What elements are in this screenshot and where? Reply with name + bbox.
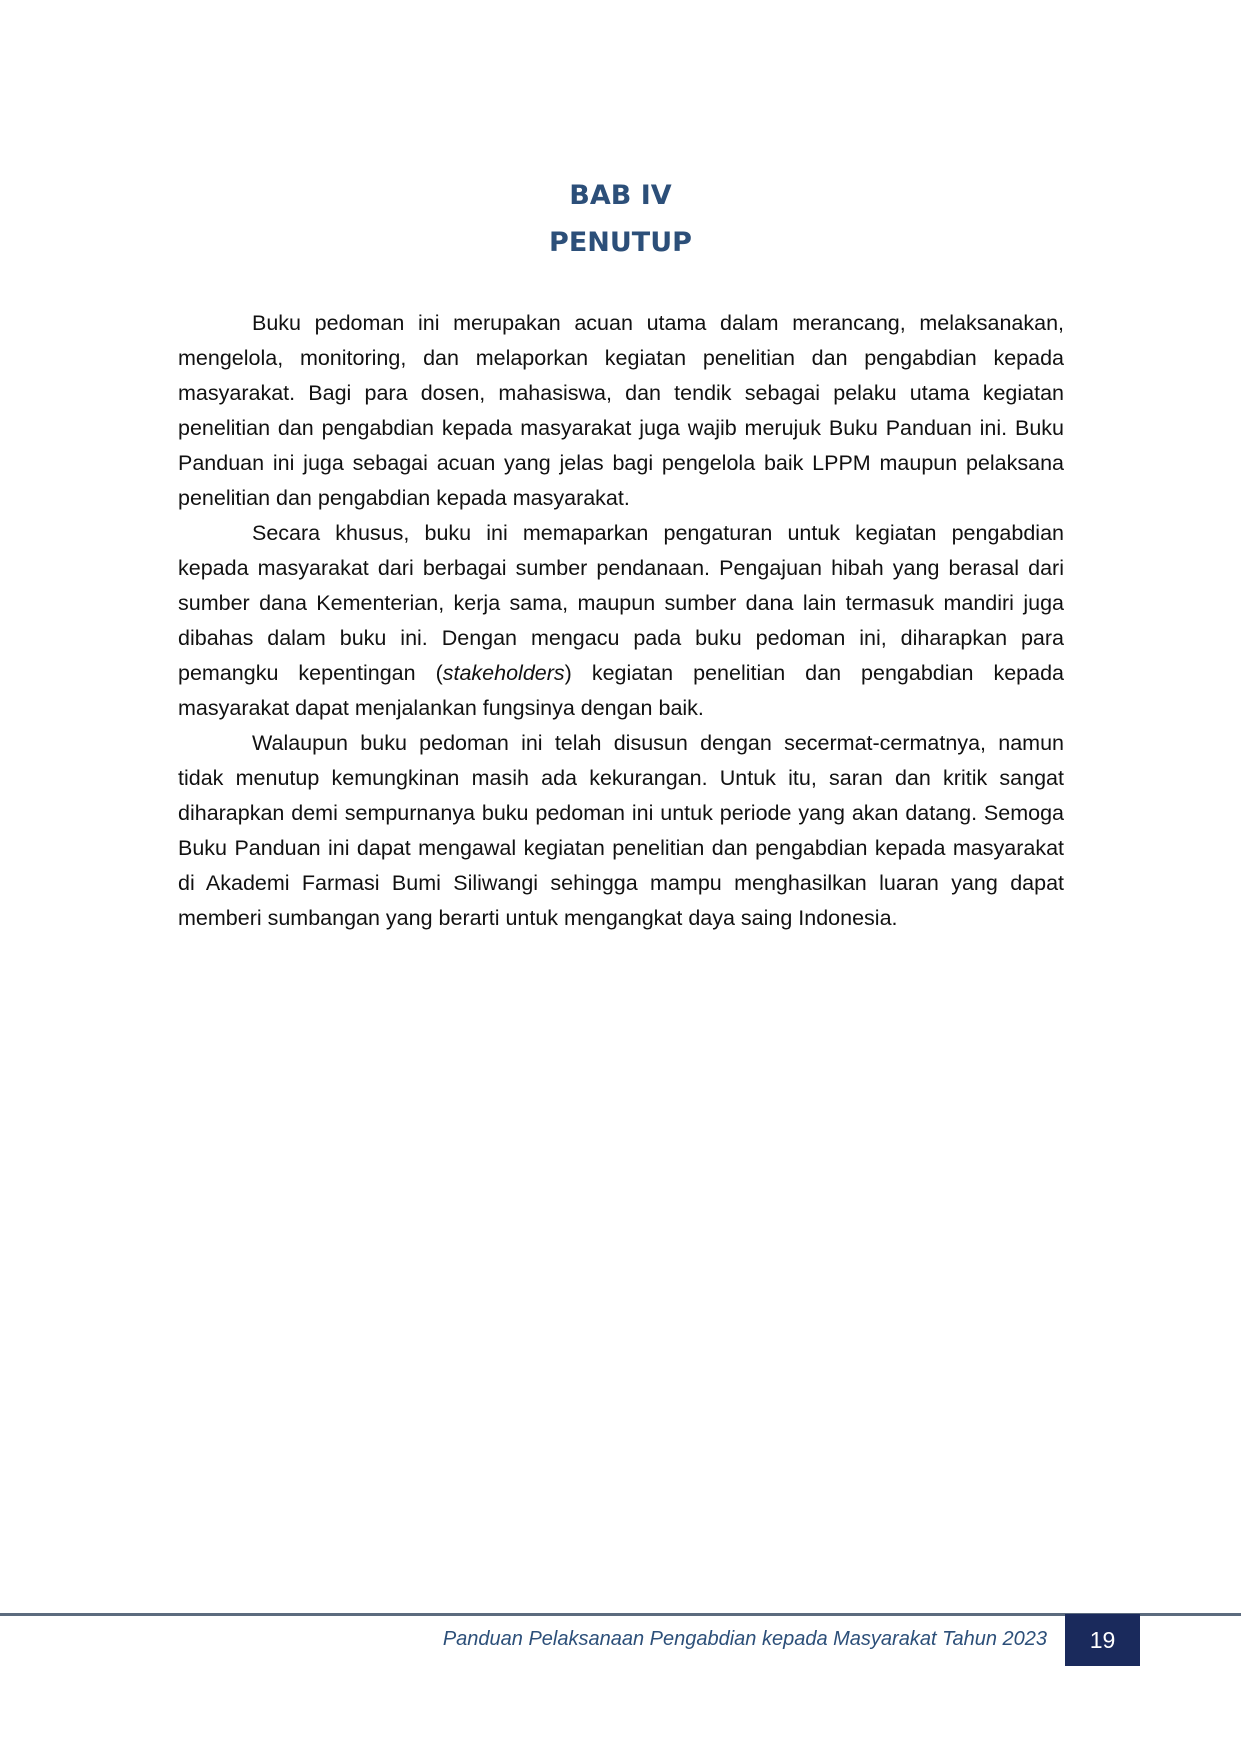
- paragraph-1: Buku pedoman ini merupakan acuan utama dalam merancang, melaksanakan, mengelola, monitoring, dan melaporkan kegiatan penelitian dan pengabdian kepada masyarakat. Bagi para dosen, mahasiswa, dan tendik sebagai pelaku utama kegiatan penelitian dan pengabdian kepada masyarakat juga wajib merujuk Buku Panduan ini. Buku Panduan ini juga sebagai acuan yang jelas bagi pengelola baik LPPM maupun pelaksana penelitian dan pengabdian kepada masyarakat.: [178, 311, 1064, 510]
- paragraph-2-part-2: ) kegiatan penelitian dan pengabdian kepada masyarakat dapat menjalankan fungsinya dengan baik.: [178, 661, 1064, 720]
- page-number: 19: [1089, 1626, 1116, 1653]
- paragraph-2: [178, 516, 1064, 726]
- chapter-title: PENUTUP: [549, 227, 692, 258]
- footer-divider: [0, 1613, 1241, 1616]
- paragraph-3: Walaupun buku pedoman ini telah disusun dengan secermat-cermatnya, namun tidak menutup kemungkinan masih ada kekurangan. Untuk itu, saran dan kritik sangat diharapkan demi sempurnanya buku pedoman ini untuk periode yang akan datang. Semoga Buku Panduan ini dapat mengawal kegiatan penelitian dan pengabdian kepada masyarakat di Akademi Farmasi Bumi Siliwangi sehingga mampu menghasilkan luaran yang dapat memberi sumbangan yang berarti untuk mengangkat daya saing Indonesia.: [178, 731, 1064, 930]
- page-number-box: [1065, 1614, 1140, 1666]
- chapter-number: BAB IV: [569, 180, 672, 211]
- footer-document-title: Panduan Pelaksanaan Pengabdian kepada Masyarakat Tahun 2023: [442, 1628, 1047, 1650]
- stakeholders-term: stakeholders: [442, 661, 565, 685]
- paragraph-2-part-1: Secara khusus, buku ini memaparkan pengaturan untuk kegiatan pengabdian kepada masyarakat dari berbagai sumber pendanaan. Pengajuan hibah yang berasal dari sumber dana Kementerian, kerja sama, maupun sumber dana lain termasuk mandiri juga dibahas dalam buku ini. Dengan mengacu pada buku pedoman ini, diharapkan para pemangku kepentingan (: [178, 521, 1064, 685]
- body-text: [178, 306, 1064, 936]
